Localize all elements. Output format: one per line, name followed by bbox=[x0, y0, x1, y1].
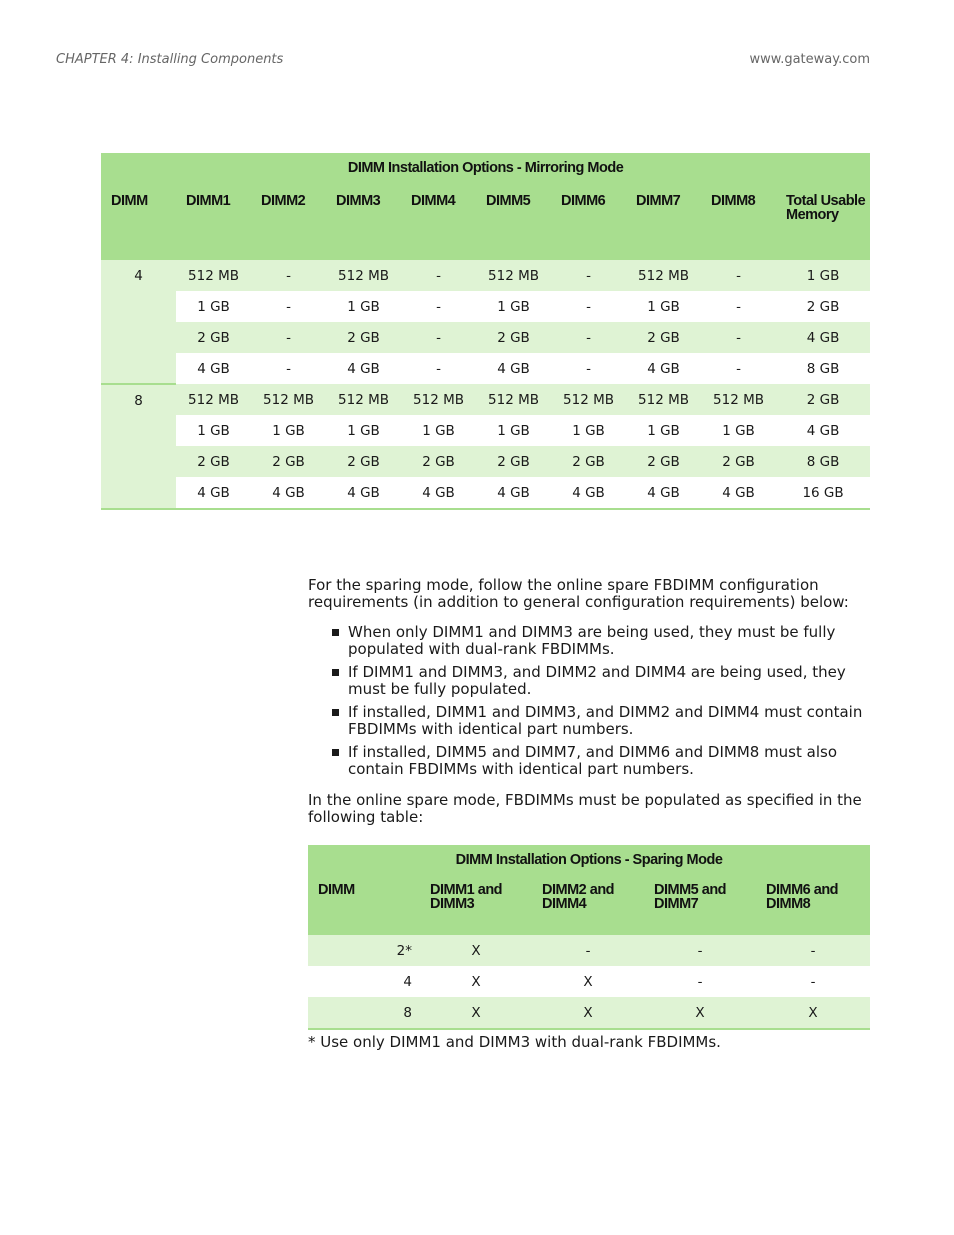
bullet-square-icon bbox=[332, 629, 339, 636]
footnote: * Use only DIMM1 and DIMM3 with dual-rank FBDIMMs. bbox=[308, 1033, 721, 1051]
table-cell: 1 GB bbox=[551, 415, 626, 446]
table-cell: - bbox=[401, 260, 476, 291]
list-item bbox=[330, 624, 870, 658]
table-row bbox=[101, 384, 870, 415]
sparing-column-header: DIMM bbox=[318, 882, 355, 898]
table-cell: 1 GB bbox=[251, 415, 326, 446]
sparing-column-header: DIMM1 and DIMM3 bbox=[430, 882, 503, 912]
table-cell: 2 GB bbox=[551, 446, 626, 477]
table-cell: 512 MB bbox=[476, 384, 551, 415]
sparing-column-header: DIMM2 and DIMM4 bbox=[542, 882, 615, 912]
table-cell: 4 GB bbox=[701, 477, 776, 509]
table-cell: 2 GB bbox=[176, 446, 251, 477]
table-cell: 512 MB bbox=[551, 384, 626, 415]
table-cell: 1 GB bbox=[626, 291, 701, 322]
sparing-table-title: DIMM Installation Options - Sparing Mode bbox=[455, 852, 723, 868]
list-item bbox=[330, 704, 870, 738]
sparing-mode-table bbox=[308, 845, 870, 1030]
sparing-intro-paragraph: For the sparing mode, follow the online spare FBDIMM configuration requirements (in addition to general configuration requirements) below: bbox=[308, 576, 849, 611]
table-row bbox=[101, 446, 870, 477]
sparing-column-header: DIMM6 and DIMM8 bbox=[766, 882, 839, 912]
chapter-header: CHAPTER 4: Installing Components bbox=[56, 52, 284, 67]
table-cell: - bbox=[251, 260, 326, 291]
mirroring-column-header: DIMM4 bbox=[411, 193, 456, 209]
bullet-square-icon bbox=[332, 709, 339, 716]
table-cell: 1 GB bbox=[776, 260, 870, 291]
table-cell: - bbox=[701, 353, 776, 384]
table-cell: 4 GB bbox=[776, 415, 870, 446]
table-cell: 1 GB bbox=[176, 291, 251, 322]
table-row bbox=[101, 260, 870, 291]
mirroring-column-header: DIMM7 bbox=[636, 193, 681, 209]
table-cell: - bbox=[551, 291, 626, 322]
table-cell: 4 GB bbox=[776, 322, 870, 353]
table-cell: - bbox=[401, 291, 476, 322]
table-cell: - bbox=[551, 260, 626, 291]
mirroring-column-header: DIMM5 bbox=[486, 193, 531, 209]
table-cell: 4 GB bbox=[401, 477, 476, 509]
table-cell: 2 GB bbox=[626, 446, 701, 477]
table-cell: 512 MB bbox=[251, 384, 326, 415]
table-cell: X bbox=[420, 935, 532, 966]
table-cell: 4 GB bbox=[176, 477, 251, 509]
mirroring-mode-table bbox=[101, 153, 870, 510]
mirroring-column-header: Total Usable Memory bbox=[786, 193, 866, 223]
table-row bbox=[101, 353, 870, 384]
mirroring-column-header: DIMM6 bbox=[561, 193, 606, 209]
table-cell: X bbox=[756, 997, 870, 1029]
table-cell: 2 GB bbox=[701, 446, 776, 477]
table-cell: 1 GB bbox=[326, 415, 401, 446]
table-cell: 2 GB bbox=[626, 322, 701, 353]
list-item-text: When only DIMM1 and DIMM3 are being used, they must be fully populated with dual-rank FBDIMMs. bbox=[348, 623, 836, 658]
mirroring-column-header: DIMM3 bbox=[336, 193, 381, 209]
table-cell: 2 GB bbox=[176, 322, 251, 353]
table-cell: X bbox=[532, 997, 644, 1029]
table-cell: 512 MB bbox=[326, 384, 401, 415]
table-row bbox=[101, 477, 870, 509]
table-cell: - bbox=[401, 353, 476, 384]
table-cell: 512 MB bbox=[176, 384, 251, 415]
table-cell: - bbox=[532, 935, 644, 966]
table-row bbox=[308, 966, 870, 997]
list-item-text: If DIMM1 and DIMM3, and DIMM2 and DIMM4 are being used, they must be fully populated. bbox=[348, 663, 846, 698]
mirroring-column-header: DIMM8 bbox=[711, 193, 756, 209]
table-cell: 16 GB bbox=[776, 477, 870, 509]
table-cell: 8 bbox=[308, 997, 420, 1029]
table-cell: - bbox=[644, 935, 756, 966]
table-cell: 1 GB bbox=[326, 291, 401, 322]
table-cell: 512 MB bbox=[476, 260, 551, 291]
dimm-count-cell: 8 bbox=[101, 384, 176, 509]
spare-mode-paragraph: In the online spare mode, FBDIMMs must be populated as specified in the following table: bbox=[308, 791, 862, 826]
table-cell: 1 GB bbox=[626, 415, 701, 446]
mirroring-column-header: DIMM2 bbox=[261, 193, 306, 209]
table-cell: - bbox=[251, 322, 326, 353]
table-row bbox=[101, 415, 870, 446]
table-cell: 4 bbox=[308, 966, 420, 997]
table-cell: 512 MB bbox=[401, 384, 476, 415]
table-cell: 1 GB bbox=[476, 291, 551, 322]
table-cell: 8 GB bbox=[776, 353, 870, 384]
table-cell: 1 GB bbox=[401, 415, 476, 446]
table-cell: - bbox=[756, 966, 870, 997]
list-item bbox=[330, 664, 870, 698]
table-cell: 1 GB bbox=[476, 415, 551, 446]
table-cell: 512 MB bbox=[326, 260, 401, 291]
table-cell: 2 GB bbox=[326, 322, 401, 353]
table-cell: 2 GB bbox=[326, 446, 401, 477]
table-cell: 4 GB bbox=[251, 477, 326, 509]
sparing-column-header: DIMM5 and DIMM7 bbox=[654, 882, 727, 912]
table-cell: 512 MB bbox=[176, 260, 251, 291]
table-cell: 2 GB bbox=[776, 384, 870, 415]
table-row bbox=[101, 322, 870, 353]
requirements-list bbox=[330, 624, 870, 784]
list-item-text: If installed, DIMM1 and DIMM3, and DIMM2 and DIMM4 must contain FBDIMMs with identical part numbers. bbox=[348, 703, 863, 738]
table-row bbox=[101, 291, 870, 322]
table-cell: X bbox=[420, 997, 532, 1029]
table-cell: 1 GB bbox=[701, 415, 776, 446]
table-cell: - bbox=[701, 291, 776, 322]
bullet-square-icon bbox=[332, 749, 339, 756]
list-item-text: If installed, DIMM5 and DIMM7, and DIMM6 and DIMM8 must also contain FBDIMMs with identical part numbers. bbox=[348, 743, 838, 778]
table-cell: 2 GB bbox=[401, 446, 476, 477]
list-item bbox=[330, 744, 870, 778]
table-cell: - bbox=[701, 260, 776, 291]
table-cell: 2 GB bbox=[776, 291, 870, 322]
mirroring-table-title: DIMM Installation Options - Mirroring Mode bbox=[347, 160, 624, 176]
dimm-count-cell: 4 bbox=[101, 260, 176, 384]
table-cell: 4 GB bbox=[551, 477, 626, 509]
table-cell: - bbox=[251, 291, 326, 322]
table-cell: 1 GB bbox=[176, 415, 251, 446]
table-cell: - bbox=[251, 353, 326, 384]
table-cell: 2 GB bbox=[476, 446, 551, 477]
mirroring-column-header: DIMM bbox=[111, 193, 148, 209]
table-row bbox=[308, 935, 870, 966]
table-cell: 4 GB bbox=[326, 477, 401, 509]
table-cell: - bbox=[551, 322, 626, 353]
table-cell: X bbox=[420, 966, 532, 997]
table-cell: 2 GB bbox=[251, 446, 326, 477]
table-cell: X bbox=[532, 966, 644, 997]
mirroring-column-header: DIMM1 bbox=[186, 193, 231, 209]
table-cell: 512 MB bbox=[701, 384, 776, 415]
table-cell: 4 GB bbox=[626, 353, 701, 384]
bullet-square-icon bbox=[332, 669, 339, 676]
table-cell: 4 GB bbox=[326, 353, 401, 384]
table-cell: 4 GB bbox=[176, 353, 251, 384]
table-cell: 8 GB bbox=[776, 446, 870, 477]
table-cell: X bbox=[644, 997, 756, 1029]
table-cell: - bbox=[644, 966, 756, 997]
table-cell: 4 GB bbox=[626, 477, 701, 509]
table-cell: 2* bbox=[308, 935, 420, 966]
table-cell: 4 GB bbox=[476, 353, 551, 384]
table-cell: - bbox=[756, 935, 870, 966]
table-cell: - bbox=[701, 322, 776, 353]
table-cell: - bbox=[551, 353, 626, 384]
table-cell: 512 MB bbox=[626, 384, 701, 415]
table-cell: 512 MB bbox=[626, 260, 701, 291]
table-cell: - bbox=[401, 322, 476, 353]
website-url: www.gateway.com bbox=[749, 52, 870, 67]
table-row bbox=[308, 997, 870, 1029]
table-cell: 2 GB bbox=[476, 322, 551, 353]
table-cell: 4 GB bbox=[476, 477, 551, 509]
